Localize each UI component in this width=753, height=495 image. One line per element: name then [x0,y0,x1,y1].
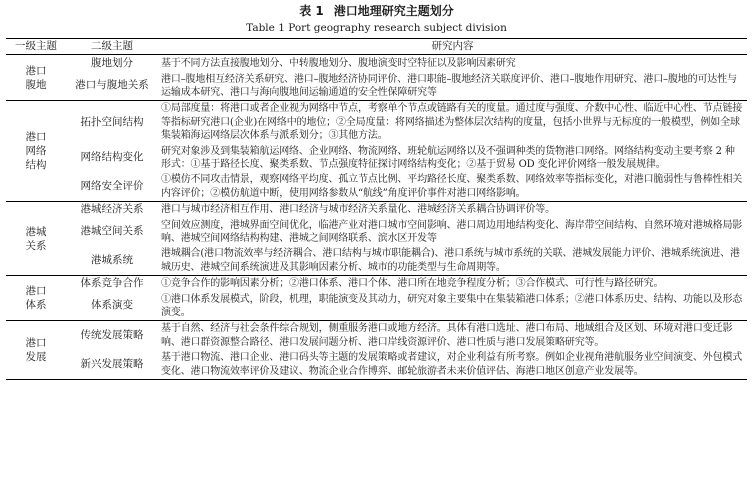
level1-topic-cell [6,55,66,101]
research-content-cell: 基于不同方法直接腹地划分、中转腹地划分、腹地演变时空特征以及影响因素研究 [158,55,747,72]
level2-topic-cell: 体系演变 [91,299,133,312]
table-row [6,101,747,144]
research-content-cell: 港口–腹地相互经济关系研究、港口–腹地经济协同评价、港口职能–腹地经济关联度评价、港口–腹地作用研究、港口–腹地的可达性与运输成本研究、港口与海向腹地间运输通道的安全性保障研究等 [161,73,737,98]
level1-topic-label: 港城关系 [25,225,47,252]
table-row [6,218,747,247]
level2-topic-cell: 港城经济关系 [66,202,158,218]
table-caption-cn [6,0,747,20]
research-content-cell: ①港口体系发展模式，阶段，机理，职能演变及其动力，研究对象主要集中在集装箱港口体系；②港口体系历史、结构、功能以及形态演变。 [161,293,743,318]
research-content-cell: 基于港口物流、港口企业、港口码头等主题的发展策略或者建议，对企业利益有所考察。例如企业视角港航服务业空间演变、外包模式变化、港口物流效率评价及建议、物流企业合作博弈、邮轮旅游者未来价值评估、海港口地区创意产业发展等。 [161,352,743,377]
table-row [6,276,747,292]
research-content-cell: ①模仿不同攻击情景，观察网络平均度、孤立节点比例、平均路径长度、聚类系数、网络效率等指标变化，对港口脆弱性与鲁棒性相关内容评价；②模仿航道中断，使用网络参数从“航线”角度评价事件对港口网络影响。 [161,174,743,199]
table-row [6,292,747,321]
header-level1-topic: 一级主题 [15,40,57,52]
level1-topic-cell [6,321,66,380]
table-row [6,321,747,350]
level1-topic-cell [6,276,66,321]
table-row [6,246,747,275]
level1-topic-label: 港口发展 [25,337,47,364]
research-content-cell: 基于自然、经济与社会条件综合规划，侧重服务港口或地方经济。具体有港口选址、港口布局、地域组合及区划、环境对港口变迁影响、港口群资源整合路径、港口发展问题分析、港口岸线资源评价、港口性质与港口发展策略研究等。 [158,321,747,350]
research-content-cell: ①竞争合作的影响因素分析；②港口体系、港口个体、港口所在地竞争程度分析；③合作模式、可行性与路径研究。 [158,276,747,292]
research-content-cell: 空间效应测度，港城界面空间优化，临港产业对港口城市空间影响、港口周边用地结构变化、海岸带空间结构、自然环境对港城格局影响、港城空间网络结构构建、港城之间网络联系、滨水区开发等 [161,219,743,244]
level2-topic-cell: 腹地划分 [66,55,158,72]
table-caption-en: Table 1 Port geography research subject division [246,22,507,34]
research-content-cell: 研究对象涉及到集装箱航运网络、企业网络、物流网络、班轮航运网络以及不强调种类的货物港口网络。网络结构变动主要考察 2 种形式：①基于路径长度、聚类系数、节点强度特征探讨网络结构变化；②基于贸易 OD 变化评价网络一般发展规律。 [161,145,735,170]
research-content-cell: ①局部度量：将港口或者企业视为网络中节点，考察单个节点或链路有关的度量。通过度与强度、介数中心性、临近中心性、节点链接等指标研究港口(企业)在网络中的地位；②全局度量：将网络描述为整体层次结构的度量，包括小世界与无标度的一般模型，例如全球集装箱海运网络层次体系与派系划分；③其他方法。 [158,101,747,144]
level2-topic-cell: 网络结构变化 [80,151,144,164]
level2-topic-cell: 港城空间关系 [80,225,144,238]
level1-topic-cell [6,202,66,276]
level2-topic-cell: 拓扑空间结构 [66,101,158,144]
research-topic-table [6,38,747,380]
level1-topic-cell [6,101,66,202]
table-row [6,172,747,201]
table-header-row [6,39,747,55]
research-content-cell: 港口与城市经济相互作用、港口经济与城市经济关系量化、港城经济关系耦合协调评价等。 [158,202,747,218]
level1-topic-label: 港口体系 [25,285,47,312]
table-number: 表 1 [299,4,324,18]
level1-topic-label: 港口网络结构 [25,131,47,172]
level2-topic-cell: 传统发展策略 [66,321,158,350]
table-row [6,350,747,379]
header-research-content: 研究内容 [431,40,474,52]
level2-topic-cell: 网络安全评价 [80,180,144,193]
research-content-cell: 港城耦合(港口物流效率与经济耦合、港口结构与城市职能耦合)、港口系统与城市系统的关联、港城发展能力评价、港城系统演进、港城历史、港城空间系统演进及其影响因素分析、城市的功能类型与生命周期等。 [161,248,740,273]
table-row [6,202,747,218]
level2-topic-cell: 体系竞争合作 [66,276,158,292]
level2-topic-cell: 新兴发展策略 [80,357,144,370]
table-row [6,144,747,173]
table-title-cn: 港口地理研究主题划分 [333,4,454,18]
table-row [6,55,747,72]
table-row [6,72,747,101]
level1-topic-label: 港口腹地 [25,64,47,91]
level2-topic-cell: 港城系统 [91,254,133,267]
header-level2-topic: 二级主题 [91,40,133,52]
level2-topic-cell: 港口与腹地关系 [75,79,149,92]
